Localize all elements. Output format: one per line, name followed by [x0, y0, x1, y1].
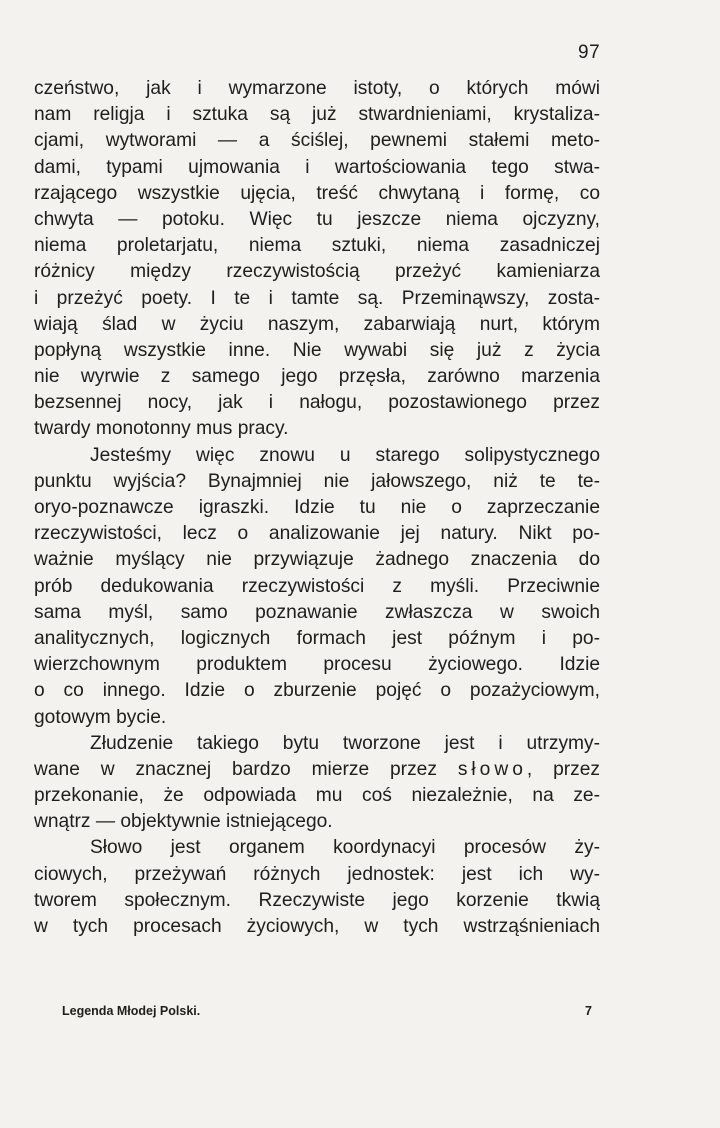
line-text-end: , przez — [526, 758, 600, 780]
paragraph-start-line: Słowo jest organem koordynacyi procesów ży- — [90, 837, 600, 859]
paragraph-start-line: Jesteśmy więc znowu u starego solipystycznego — [90, 444, 600, 466]
text-line: ważnie myślący nie przywiązuje żadnego znaczenia do — [34, 549, 600, 571]
text-line: cjami, wytworami — a ściślej, pewnemi stałemi meto- — [34, 130, 600, 152]
line-text: wane w znacznej bardzo mierze przez — [34, 758, 437, 780]
text-line: analitycznych, logicznych formach jest późnym i po- — [34, 627, 600, 649]
text-line: twardy monotonny mus pracy. — [34, 418, 289, 440]
text-line: wiają ślad w życiu naszym, zabarwiają nurt, którym — [34, 313, 600, 335]
text-line: w tych procesach życiowych, w tych wstrząśnieniach — [34, 916, 600, 937]
page-number: 97 — [578, 42, 601, 63]
footer-title: Legenda Młodej Polski. — [62, 1004, 201, 1018]
text-line: sama myśl, samo poznawanie zwłaszcza w swoich — [34, 601, 600, 623]
text-line: rzającego wszystkie ujęcia, treść chwytaną i formę, co — [34, 182, 600, 204]
text-line: nam religja i sztuka są już stwardnieniami, krystaliza- — [34, 104, 600, 126]
text-line: bezsennej nocy, jak i nałogu, pozostawionego przez — [34, 392, 600, 414]
text-line: nie wyrwie z samego jego przęsła, zarówno marzenia — [34, 366, 600, 388]
text-line-with-spaced-word — [34, 757, 600, 783]
text-line: oryo-poznawcze igraszki. Idzie tu nie o zaprzeczanie — [34, 497, 600, 518]
text-line: dami, typami ujmowania i wartościowania tego stwa- — [34, 156, 600, 178]
paragraph-start-line: Złudzenie takiego bytu tworzone jest i utrzymy- — [90, 732, 600, 754]
text-line: wierzchownym produktem procesu życiowego. Idzie — [34, 654, 600, 676]
signature-mark: 7 — [585, 1004, 592, 1018]
text-block — [34, 76, 600, 940]
text-line: niema proletarjatu, niema sztuki, niema zasadniczej — [34, 235, 600, 257]
text-line: ciowych, przeżywań różnych jednostek: jest ich wy- — [34, 863, 600, 885]
text-line: popłyną wszystkie inne. Nie wywabi się już z życia — [34, 339, 600, 361]
text-line: różnicy między rzeczywistością przeżyć kamieniarza — [34, 261, 600, 283]
text-line: i przeżyć poety. I te i tamte są. Przeminąwszy, zosta- — [34, 287, 600, 309]
spaced-word: słowo — [457, 758, 527, 780]
text-line: wnątrz — objektywnie istniejącego. — [34, 811, 333, 833]
text-line: chwyta — potoku. Więc tu jeszcze niema ojczyzny, — [34, 208, 600, 230]
text-line: tworem społecznym. Rzeczywiste jego korzenie tkwią — [34, 889, 600, 911]
text-line: punktu wyjścia? Bynajmniej nie jałowszego, niż te te- — [34, 470, 600, 492]
text-line: przekonanie, że odpowiada mu coś niezależnie, na ze- — [34, 785, 600, 807]
text-line: gotowym bycie. — [34, 706, 167, 728]
text-line: prób dedukowania rzeczywistości z myśli. Przeciwnie — [34, 575, 600, 597]
text-line: rzeczywistości, lecz o analizowanie jej natury. Nikt po- — [34, 523, 600, 545]
text-line: czeństwo, jak i wymarzone istoty, o których mówi — [34, 78, 600, 99]
text-line: o co innego. Idzie o zburzenie pojęć o pozażyciowym, — [34, 680, 600, 702]
